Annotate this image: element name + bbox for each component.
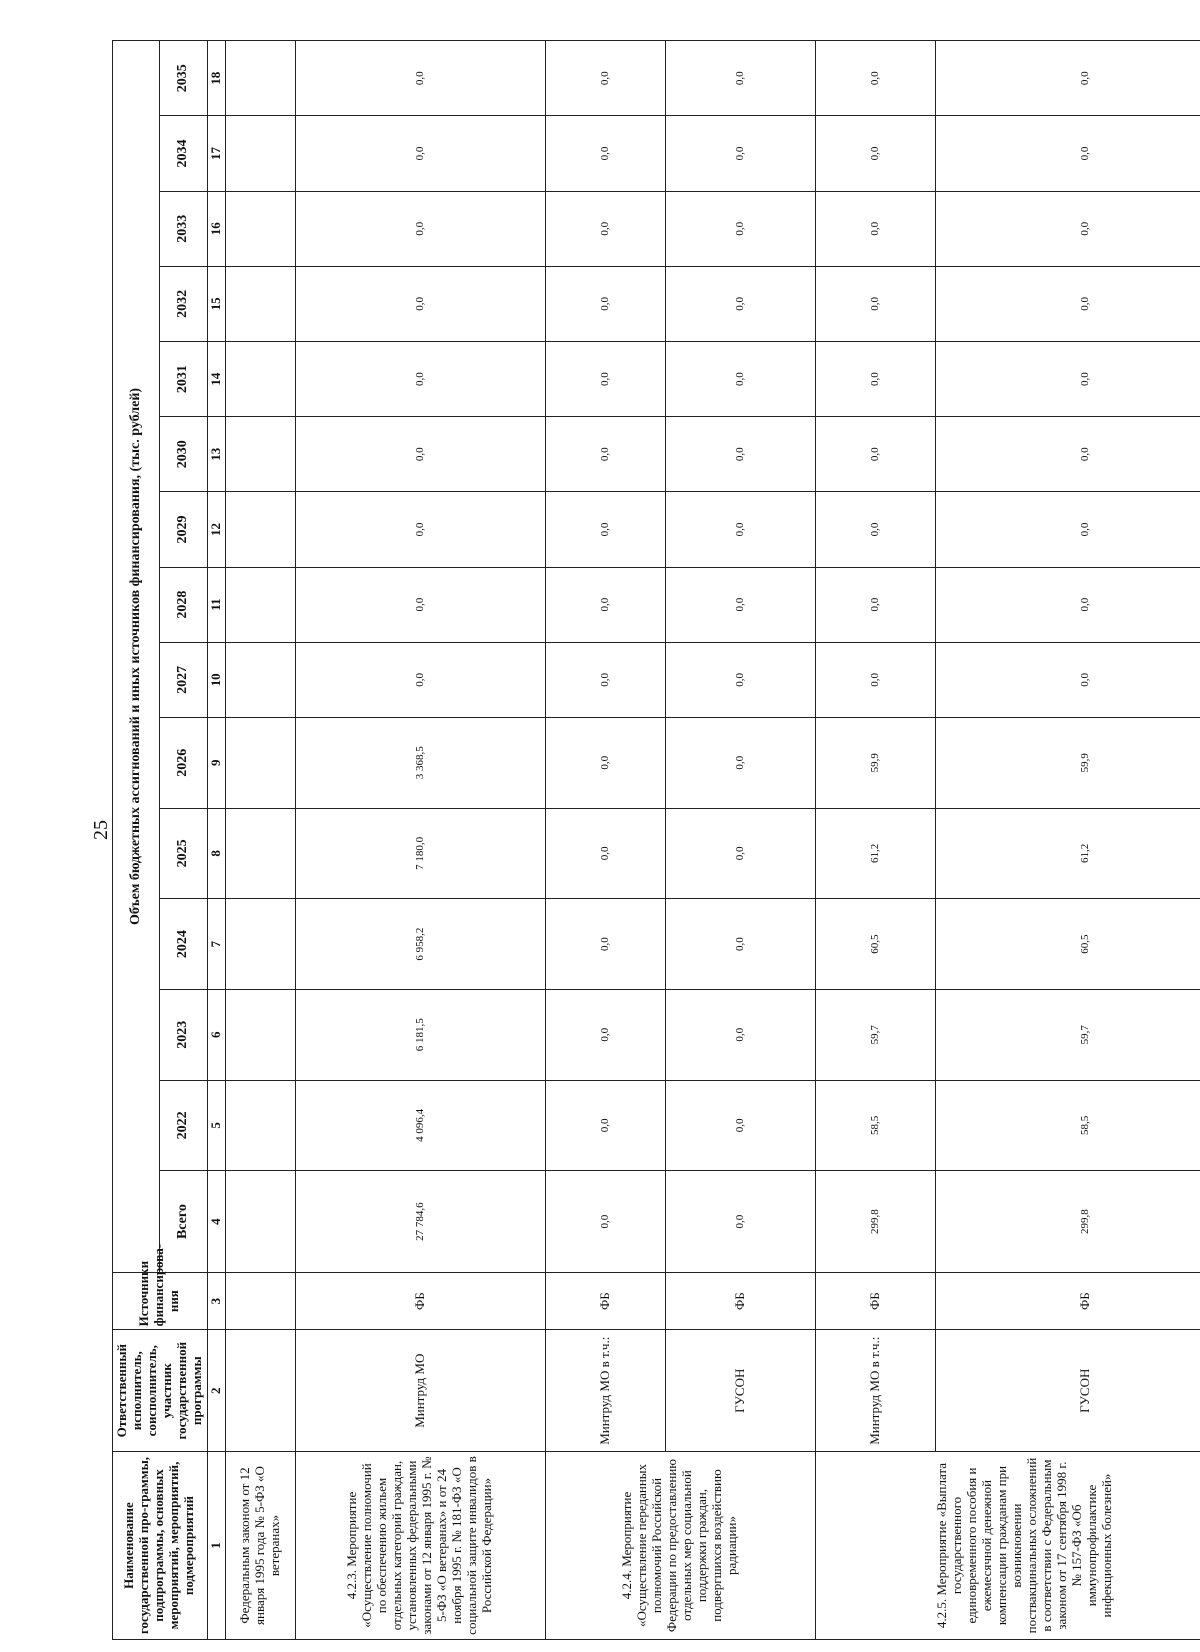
row-value-cell: 59,7 xyxy=(935,989,1200,1080)
col-number: 18 xyxy=(207,41,225,116)
col-number: 5 xyxy=(207,1080,225,1171)
row-value-cell: 0,0 xyxy=(295,492,545,567)
row-value-cell xyxy=(225,41,295,116)
row-value-cell: 0,0 xyxy=(665,41,815,116)
row-value-cell: 0,0 xyxy=(815,116,935,191)
col-number: 4 xyxy=(207,1171,225,1273)
row-value-cell: 7 180,0 xyxy=(295,808,545,899)
row-value-cell: 0,0 xyxy=(665,989,815,1080)
row-source-cell: ФБ xyxy=(545,1272,665,1329)
header-year: 2031 xyxy=(160,341,207,416)
row-value-cell: 0,0 xyxy=(815,41,935,116)
table-row xyxy=(935,41,1200,1640)
row-value-cell xyxy=(225,341,295,416)
col-number: 17 xyxy=(207,116,225,191)
header-year: 2034 xyxy=(160,116,207,191)
col-number: 2 xyxy=(207,1330,225,1452)
row-executor-cell: Минтруд МО в т.ч.: xyxy=(815,1330,935,1452)
row-value-cell: 0,0 xyxy=(935,41,1200,116)
row-value-cell: 0,0 xyxy=(665,899,815,990)
row-value-cell: 0,0 xyxy=(545,989,665,1080)
row-value-cell: 0,0 xyxy=(935,191,1200,266)
row-value-cell: 0,0 xyxy=(545,492,665,567)
row-value-cell: 60,5 xyxy=(815,899,935,990)
row-value-cell: 0,0 xyxy=(665,1080,815,1171)
row-value-cell: 0,0 xyxy=(815,567,935,642)
row-value-cell: 6 958,2 xyxy=(295,899,545,990)
row-value-cell: 0,0 xyxy=(665,1171,815,1273)
table-row xyxy=(225,41,295,1640)
row-name-cell: 4.2.3. Мероприятие «Осуществление полномочий по обеспечению жильем отдельных категорий граждан, установленных федеральными законами от 12 января 1995 г. № 5-ФЗ «О ветеранах» и от 24 ноября 1995 г. № 181-ФЗ «О социальной защите инвалидов в Российской Федерации» xyxy=(295,1452,545,1640)
rotated-table-wrapper xyxy=(112,40,1200,1640)
row-value-cell: 0,0 xyxy=(665,492,815,567)
row-value-cell: 0,0 xyxy=(295,266,545,341)
row-value-cell: 0,0 xyxy=(545,417,665,492)
row-value-cell: 0,0 xyxy=(815,642,935,717)
row-value-cell xyxy=(225,899,295,990)
col-number: 13 xyxy=(207,417,225,492)
row-value-cell: 299,8 xyxy=(935,1171,1200,1273)
table-row xyxy=(295,41,545,1640)
row-source-cell: ФБ xyxy=(665,1272,815,1329)
row-value-cell: 0,0 xyxy=(545,266,665,341)
row-value-cell: 0,0 xyxy=(665,417,815,492)
header-year: 2024 xyxy=(160,899,207,990)
header-year: 2030 xyxy=(160,417,207,492)
row-value-cell: 0,0 xyxy=(935,341,1200,416)
row-value-cell: 0,0 xyxy=(295,116,545,191)
row-value-cell: 0,0 xyxy=(935,116,1200,191)
page-number: 25 xyxy=(90,820,112,840)
col-number: 10 xyxy=(207,642,225,717)
financing-table xyxy=(112,40,1200,1640)
row-value-cell: 0,0 xyxy=(935,417,1200,492)
col-number: 9 xyxy=(207,717,225,808)
row-source-cell: ФБ xyxy=(935,1272,1200,1329)
header-name: Наименование государственной про-граммы, подпрограммы, основных мероприятий, мероприятий, подмероприятий xyxy=(113,1452,208,1640)
row-value-cell xyxy=(225,808,295,899)
col-number: 16 xyxy=(207,191,225,266)
row-value-cell: 0,0 xyxy=(815,492,935,567)
row-value-cell xyxy=(225,116,295,191)
row-value-cell: 0,0 xyxy=(665,642,815,717)
row-value-cell: 0,0 xyxy=(815,266,935,341)
header-year: 2029 xyxy=(160,492,207,567)
row-value-cell: 0,0 xyxy=(545,808,665,899)
row-value-cell: 59,7 xyxy=(815,989,935,1080)
row-executor-cell: Минтруд МО xyxy=(295,1330,545,1452)
row-value-cell xyxy=(225,642,295,717)
row-value-cell xyxy=(225,492,295,567)
row-value-cell: 0,0 xyxy=(935,567,1200,642)
row-value-cell: 0,0 xyxy=(545,341,665,416)
col-number: 3 xyxy=(207,1272,225,1329)
row-source-cell: ФБ xyxy=(815,1272,935,1329)
row-value-cell: 59,9 xyxy=(815,717,935,808)
row-value-cell: 61,2 xyxy=(935,808,1200,899)
row-value-cell: 0,0 xyxy=(935,266,1200,341)
row-value-cell: 0,0 xyxy=(815,341,935,416)
row-value-cell: 0,0 xyxy=(815,191,935,266)
row-value-cell: 0,0 xyxy=(665,567,815,642)
row-value-cell xyxy=(225,1080,295,1171)
row-value-cell: 3 368,5 xyxy=(295,717,545,808)
table-row xyxy=(665,41,815,1640)
row-name-cell: Федеральным законом от 12 января 1995 года № 5-ФЗ «О ветеранах» xyxy=(225,1452,295,1640)
row-value-cell: 0,0 xyxy=(545,899,665,990)
header-year: 2023 xyxy=(160,989,207,1080)
row-value-cell: 0,0 xyxy=(545,41,665,116)
header-year: 2033 xyxy=(160,191,207,266)
row-executor-cell xyxy=(225,1330,295,1452)
row-value-cell xyxy=(225,989,295,1080)
row-value-cell: 0,0 xyxy=(295,341,545,416)
row-executor-cell: ГУСОН xyxy=(665,1330,815,1452)
row-value-cell: 6 181,5 xyxy=(295,989,545,1080)
row-value-cell: 0,0 xyxy=(665,266,815,341)
row-value-cell: 58,5 xyxy=(935,1080,1200,1171)
row-value-cell: 4 096,4 xyxy=(295,1080,545,1171)
col-number: 8 xyxy=(207,808,225,899)
row-executor-cell: ГУСОН xyxy=(935,1330,1200,1452)
row-value-cell: 59,9 xyxy=(935,717,1200,808)
table-row xyxy=(815,41,935,1640)
row-value-cell xyxy=(225,417,295,492)
row-value-cell xyxy=(225,567,295,642)
row-value-cell: 61,2 xyxy=(815,808,935,899)
row-value-cell: 0,0 xyxy=(545,1080,665,1171)
col-number: 14 xyxy=(207,341,225,416)
header-year: 2035 xyxy=(160,41,207,116)
row-value-cell: 0,0 xyxy=(295,567,545,642)
row-value-cell: 0,0 xyxy=(665,341,815,416)
header-year: 2032 xyxy=(160,266,207,341)
col-number: 7 xyxy=(207,899,225,990)
row-source-cell xyxy=(225,1272,295,1329)
row-value-cell: 0,0 xyxy=(665,808,815,899)
row-value-cell: 0,0 xyxy=(545,642,665,717)
row-value-cell: 0,0 xyxy=(545,717,665,808)
header-total: Всего xyxy=(160,1171,207,1273)
row-value-cell: 27 784,6 xyxy=(295,1171,545,1273)
col-number: 12 xyxy=(207,492,225,567)
row-value-cell xyxy=(225,1171,295,1273)
row-executor-cell: Минтруд МО в т.ч.: xyxy=(545,1330,665,1452)
col-number: 15 xyxy=(207,266,225,341)
row-value-cell xyxy=(225,717,295,808)
row-value-cell: 0,0 xyxy=(935,642,1200,717)
row-value-cell: 0,0 xyxy=(665,116,815,191)
row-value-cell: 58,5 xyxy=(815,1080,935,1171)
header-year: 2027 xyxy=(160,642,207,717)
header-year: 2022 xyxy=(160,1080,207,1171)
header-financing-span: Объем бюджетных ассигнований и иных источников финансирования, (тыс. рублей) xyxy=(113,41,160,1273)
row-value-cell: 0,0 xyxy=(545,1171,665,1273)
row-name-cell: 4.2.4. Мероприятие «Осуществление переданных полномочий Российской Федерации по предоставлению отдельных мер социальной поддержки граждан, подвергшихся воздействию радиации» xyxy=(545,1452,815,1640)
row-value-cell: 0,0 xyxy=(545,191,665,266)
row-value-cell: 0,0 xyxy=(295,642,545,717)
row-value-cell: 0,0 xyxy=(295,417,545,492)
row-value-cell xyxy=(225,266,295,341)
col-number: 1 xyxy=(207,1452,225,1640)
row-value-cell: 0,0 xyxy=(665,717,815,808)
row-value-cell: 0,0 xyxy=(295,191,545,266)
row-value-cell: 0,0 xyxy=(935,492,1200,567)
table-body xyxy=(225,41,1200,1640)
row-value-cell: 0,0 xyxy=(665,191,815,266)
row-value-cell: 0,0 xyxy=(295,41,545,116)
header-year: 2025 xyxy=(160,808,207,899)
header-source: Источники финансирова-ния xyxy=(113,1272,208,1329)
row-value-cell: 0,0 xyxy=(545,567,665,642)
row-name-cell: 4.2.5. Мероприятие «Выплата государственного единовременного пособия и ежемесячной денежной компенсации гражданам при возникновении поствакцинальных осложнений в соответствии с Федеральным законом от 17 сентября 1998 г. № 157-ФЗ «Об иммунопрофилактике инфекционных болезней» xyxy=(815,1452,1200,1640)
row-value-cell: 60,5 xyxy=(935,899,1200,990)
header-year: 2028 xyxy=(160,567,207,642)
header-executor: Ответственный исполнитель, соисполнитель, участник государственной программы xyxy=(113,1330,208,1452)
row-value-cell xyxy=(225,191,295,266)
table-row xyxy=(545,41,665,1640)
col-number: 11 xyxy=(207,567,225,642)
column-number-row xyxy=(207,41,225,1640)
col-number: 6 xyxy=(207,989,225,1080)
row-source-cell: ФБ xyxy=(295,1272,545,1329)
row-value-cell: 299,8 xyxy=(815,1171,935,1273)
row-value-cell: 0,0 xyxy=(545,116,665,191)
header-year: 2026 xyxy=(160,717,207,808)
row-value-cell: 0,0 xyxy=(815,417,935,492)
